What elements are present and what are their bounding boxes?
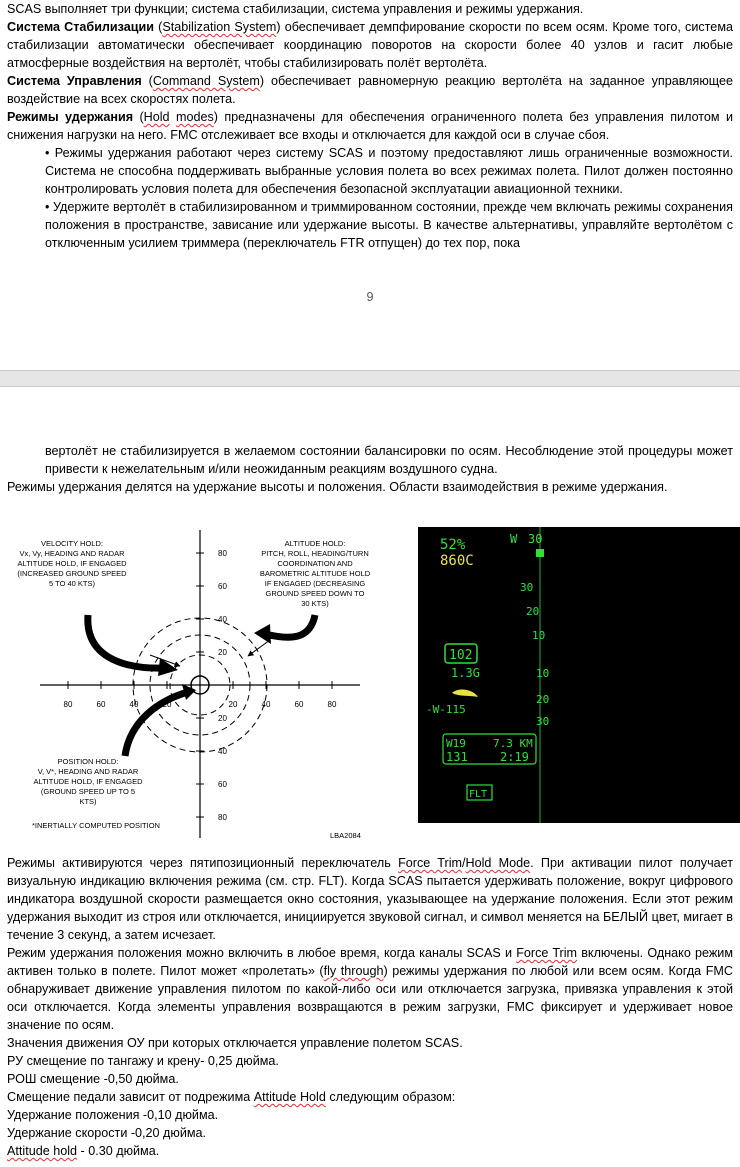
paragraph-intro: SCAS выполняет три функции; система стабилизации, система управления и режимы удержания.: [7, 2, 584, 16]
alt-marker: -W-115: [426, 703, 466, 716]
g-load-readout: 1.3G: [451, 666, 480, 680]
line-values: Значения движения ОУ при которых отключается управление полетом SCAS.: [7, 1036, 463, 1050]
y-tick-label: 20: [218, 648, 227, 657]
text-fragment: Смещение педали зависит от подрежима: [7, 1090, 254, 1104]
label-line: GROUND SPEED DOWN TO: [265, 589, 365, 598]
line-pedal: [0, 1088, 740, 1106]
label-line: POSITION HOLD:: [57, 757, 119, 766]
y-tick-label: 60: [218, 780, 227, 789]
figure-area: [0, 520, 740, 850]
distance: 7.3 KM: [493, 737, 533, 750]
spell-underlined-term: Command System: [152, 74, 260, 88]
paragraph-command: [0, 72, 740, 108]
y-tick-label: 60: [218, 582, 227, 591]
text-fragment: Режимы активируются через пятипозиционный переключатель: [7, 856, 399, 870]
label-line: 30 KTS): [301, 599, 329, 608]
text-fragment: - 0.30 дюйма.: [77, 1144, 160, 1158]
term-hold-modes: Режимы удержания: [7, 110, 134, 124]
text-fragment: ) предназначены для обеспечения ограниченного полета без управления пилотом и снижения нагрузки на него. FMC отслеживает все входы и отключается для каждой оси в случае сбоя.: [7, 110, 734, 142]
text-fragment: ) режимы удержания по любой или всем осям. Когда FMC обнаруживает движение управления пилотом по какой-либо оси или отключается загрузка, привязка управления к этой оси отключается. Когда элементы управления возвращаются в режим загрузки, FMC фиксирует и удерживает новое значение по осям.: [7, 964, 733, 1032]
y-tick-label: 80: [218, 549, 227, 558]
document-page-2-body: [0, 854, 740, 1160]
tape-20: 20: [526, 605, 540, 618]
label-line: PITCH, ROLL, HEADING/TURN: [261, 549, 369, 558]
term-command: Система Управления: [7, 74, 142, 88]
x-tick-label: 20: [162, 700, 172, 709]
heading-readout: 131: [446, 750, 468, 764]
x-tick-label: 60: [294, 700, 304, 709]
text-fragment: следующим образом:: [325, 1090, 456, 1104]
spell-underlined-term: modes: [175, 110, 214, 124]
bullet-1: • Режимы удержания работают через систему SCAS и поэтому предоставляют лишь ограниченные возможности. Система не способна поддерживать выбранные условия полета во всех режимах полета. Пилот должен постоянно контролировать условия полета для обеспечения безопасной эксплуатации авиационной техники.: [45, 146, 733, 196]
tape2-30: 30: [536, 715, 550, 728]
figure-ref: LBA2084: [330, 831, 361, 840]
footnote: *INERTIALLY COMPUTED POSITION: [32, 821, 160, 830]
label-line: KTS): [79, 797, 97, 806]
spell-underlined-term: Force Trim: [516, 946, 578, 960]
label-line: BAROMETRIC ALTITUDE HOLD: [259, 569, 371, 578]
spell-underlined-term: Hold: [143, 110, 170, 124]
line-rosh: РОШ смещение -0,50 дюйма.: [7, 1072, 179, 1086]
altitude-hold-label: [260, 539, 371, 608]
y-tick-label: 40: [218, 615, 227, 624]
tape2-20: 20: [536, 693, 550, 706]
spell-underlined-term: fly through: [323, 964, 384, 978]
x-tick-label: 80: [327, 700, 337, 709]
label-line: 5 TO 40 KTS): [49, 579, 95, 588]
text-fragment: (: [141, 74, 153, 88]
text-fragment: (: [154, 20, 163, 34]
line-position: Удержание положения -0,10 дюйма.: [7, 1108, 219, 1122]
velocity-hold-label: [17, 539, 127, 588]
label-line: IF ENGAGED (DECREASING: [264, 579, 366, 588]
line-velocity: Удержание скорости -0,20 дюйма.: [7, 1126, 207, 1140]
label-line: (GROUND SPEED UP TO 5: [40, 787, 136, 796]
text-fragment: ) обеспечивает равномерную реакцию вертолёта на заданное управляющее воздействие на всех скоростях полета.: [7, 74, 733, 106]
spell-underlined-term: Attitude Hold: [253, 1090, 326, 1104]
temp-readout: 860C: [440, 553, 474, 569]
velocity-arrow-head: [158, 658, 178, 676]
label-line: COORDINATION AND: [277, 559, 353, 568]
speed-readout: 102: [449, 648, 473, 663]
tape2-10: 10: [536, 667, 550, 680]
torque-readout: 52%: [440, 537, 466, 553]
line-attitude: [0, 1142, 740, 1160]
text-fragment: Режим удержания положения можно включить в любое время, когда каналы SCAS и: [7, 946, 517, 960]
text-fragment: . При активации пилот получает визуальную индикацию включения режима (см. стр. FLT). Когда SCAS пытается удерживать положение, вокруг цифрового индикатора воздушной скорости размещается окно состояния, указывающее на удержание положения. Если этот режим удержания выходит из строя или отключается, инициируется звуковой сигнал, и символ меняется на БЕЛЫЙ цвет, мигает в течение 3 секунд, а затем исчезает.: [7, 856, 733, 942]
y-tick-label: 80: [218, 813, 227, 822]
x-tick-label: 60: [96, 700, 106, 709]
paragraph-hold-modes: [0, 108, 740, 144]
label-line: (INCREASED GROUND SPEED: [17, 569, 127, 578]
x-tick-label: 20: [228, 700, 238, 709]
mfd-display: [418, 527, 740, 823]
text-fragment: ) обеспечивает демпфирование скорости по всем осям. Кроме того, система стабилизации автоматически обеспечивает координацию поворотов на скорости более 40 узлов и гасит любые атмосферные воздействия на вертолёт, чтобы стабилизировать полёт вертолёта.: [7, 20, 733, 70]
page-number: 9: [366, 290, 374, 304]
label-line: ALTITUDE HOLD:: [284, 539, 346, 548]
x-tick-label: 80: [63, 700, 73, 709]
text-fragment: включены. Однако режим активен только в полете. Пилот может «пролетать» (: [7, 946, 733, 978]
text-fragment: /: [462, 856, 466, 870]
x-tick-label: 40: [261, 700, 271, 709]
paragraph-stabilization: [0, 18, 740, 72]
spell-underlined-term: Force Trim: [398, 856, 462, 870]
tape-30: 30: [520, 581, 534, 594]
label-line: V, V*, HEADING AND RADAR: [37, 767, 139, 776]
spell-underlined-term: Stabilization System: [162, 20, 277, 34]
document-page-1: [0, 0, 740, 252]
label-line: ALTITUDE HOLD, IF ENGAGED: [17, 559, 127, 568]
velocity-hold-arrow: [88, 615, 168, 668]
page-separator: [0, 370, 740, 387]
label-line: ALTITUDE HOLD, IF ENGAGED: [33, 777, 143, 786]
bullet-2: • Удержите вертолёт в стабилизированном и триммированном состоянии, прежде чем включать режимы сохранения положения в пространстве, зависание или удержание высоты. В качестве альтернативы, управляйте вертолётом с отключенным усилием триммера (переключатель FTR отпущен) до тех пор, пока: [45, 200, 733, 250]
time-readout: 2:19: [500, 750, 529, 764]
paragraph-hold-division: Режимы удержания делятся на удержание высоты и положения. Области взаимодействия в режиме удержания.: [7, 480, 668, 494]
y-tick-label: 40: [218, 747, 227, 756]
compass-30: 30: [528, 532, 543, 546]
line-ru: РУ смещение по тангажу и крену- 0,25 дюйма.: [7, 1054, 279, 1068]
y-tick-label: 20: [218, 714, 227, 723]
mode-flt: FLT: [469, 789, 488, 800]
tape-10: 10: [532, 629, 546, 642]
waypoint: W19: [446, 737, 466, 750]
x-tick-label: 40: [129, 700, 139, 709]
document-page-2: [0, 442, 740, 496]
paragraph-continuation: вертолёт не стабилизируется в желаемом состоянии балансировки по осям. Несоблюдение этой процедуры может привести к нежелательным и/или неожиданным реакциям воздушного судна.: [45, 444, 733, 476]
compass-w: W: [510, 532, 518, 546]
hold-modes-diagram: [0, 520, 400, 850]
paragraph-position-hold: [0, 944, 740, 1034]
position-hold-label: [33, 757, 143, 806]
label-line: VELOCITY HOLD:: [41, 539, 103, 548]
spell-underlined-term: Hold Mode: [465, 856, 531, 870]
paragraph-activation: [0, 854, 740, 944]
term-stabilization: Система Стабилизации: [7, 20, 154, 34]
spell-underlined-term: Attitude hold: [7, 1144, 78, 1158]
position-arrow-head: [182, 684, 196, 700]
text-fragment: (: [133, 110, 144, 124]
altitude-hold-arrow: [265, 615, 315, 637]
label-line: Vx, Vy, HEADING AND RADAR: [19, 549, 125, 558]
